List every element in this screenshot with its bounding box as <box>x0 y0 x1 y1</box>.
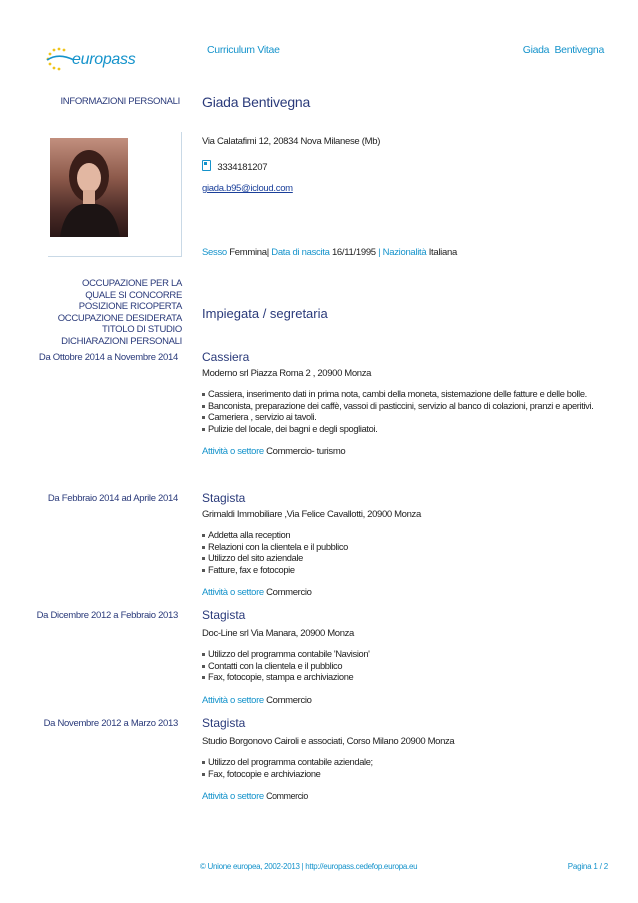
job-title: Stagista <box>202 716 246 730</box>
position-label-line: POSIZIONE RICOPERTA <box>78 301 182 312</box>
job-duties <box>202 389 597 435</box>
position-label-line: OCCUPAZIONE DESIDERATA <box>57 312 182 324</box>
address: Via Calatafimi 12, 20834 Nova Milanese (Mb) <box>202 136 381 147</box>
list-item: Utilizzo del programma contabile aziendale; <box>202 757 612 769</box>
job-block <box>202 608 612 706</box>
list-item: Cassiera, inserimento dati in prima nota, cambi della moneta, sistemazione delle fatture e delle bolle. <box>202 389 597 401</box>
list-item: Fax, fotocopie e archiviazione <box>202 769 612 781</box>
doc-label: Curriculum Vitae <box>207 44 280 56</box>
sector-label: Attività o settore <box>202 446 264 457</box>
job-dates: Da Febbraio 2014 ad Aprile 2014 <box>47 493 178 504</box>
nationality-label: Nazionalità <box>382 247 427 258</box>
sector-label: Attività o settore <box>202 694 264 706</box>
logo-text: europass <box>72 51 136 68</box>
phone-number: 3334181207 <box>217 162 268 173</box>
photo-frame <box>48 132 182 257</box>
position-label-line: TITOLO DI STUDIO <box>101 324 182 335</box>
job-title: Stagista <box>202 491 246 505</box>
list-item: Addetta alla reception <box>202 530 612 542</box>
header-name: Giada Bentivegna <box>522 44 604 56</box>
sector-value: Commercio <box>266 791 308 801</box>
job-sector <box>202 791 612 802</box>
footer-copyright: © Unione europea, 2002-2013 | http://europass.cedefop.europa.eu <box>200 862 418 871</box>
job-sector <box>202 446 612 457</box>
list-item: Utilizzo del programma contabile 'Navision' <box>202 649 612 661</box>
phone-row <box>202 160 612 173</box>
section-label-personal: INFORMAZIONI PERSONALI <box>60 96 180 107</box>
job-employer: Moderno srl Piazza Roma 2 , 20900 Monza <box>202 368 372 379</box>
phone-icon <box>202 160 211 171</box>
list-item: Fatture, fax e fotocopie <box>202 565 612 577</box>
list-item: Contatti con la clientela e il pubblico <box>202 661 612 673</box>
list-item: Utilizzo del sito aziendale <box>202 553 612 565</box>
list-item: Cameriera , servizio ai tavoli. <box>202 412 597 424</box>
email-link[interactable]: giada.b95@icloud.com <box>202 183 293 194</box>
job-dates: Da Novembre 2012 a Marzo 2013 <box>43 718 178 729</box>
europass-logo <box>44 44 154 74</box>
footer-page: Pagina 1 / 2 <box>567 862 608 871</box>
sector-label: Attività o settore <box>202 791 264 802</box>
position-label-line: QUALE SI CONCORRE <box>85 289 182 301</box>
portrait-icon <box>50 138 128 237</box>
job-employer: Doc-Line srl Via Manara, 20900 Monza <box>202 628 354 639</box>
job-duties <box>202 757 612 780</box>
position-label <box>30 278 182 347</box>
sex-label: Sesso <box>202 247 227 258</box>
sector-label: Attività o settore <box>202 587 264 598</box>
sector-value: Commercio- turismo <box>266 446 346 457</box>
job-duties <box>202 530 612 576</box>
job-title: Cassiera <box>202 350 250 364</box>
sex-value: Femmina <box>229 247 267 258</box>
position-label-line: DICHIARAZIONI PERSONALI <box>61 335 182 347</box>
job-block <box>202 716 612 802</box>
job-dates: Da Dicembre 2012 a Febbraio 2013 <box>36 610 178 621</box>
job-block <box>202 350 612 457</box>
position-label-line: OCCUPAZIONE PER LA <box>81 278 182 289</box>
job-sector <box>202 587 612 598</box>
list-item: Banconista, preparazione dei caffè, vassoi di pasticcini, servizio al banco di colazioni, pranzi e aperitivi. <box>202 401 597 413</box>
sector-value: Commercio <box>266 694 312 706</box>
profile-photo <box>50 138 128 237</box>
job-employer: Studio Borgonovo Cairoli e associati, Corso Milano 20900 Monza <box>202 736 455 747</box>
job-duties <box>202 649 612 684</box>
job-employer: Grimaldi Immobiliare ,Via Felice Cavallotti, 20900 Monza <box>202 509 421 520</box>
job-dates: Da Ottobre 2014 a Novembre 2014 <box>38 352 178 363</box>
personal-details: Sesso Femmina| Data di nascita 16/11/1995 | Nazionalità Italiana <box>202 247 457 258</box>
full-name: Giada Bentivegna <box>202 94 311 110</box>
list-item: Fax, fotocopie, stampa e archiviazione <box>202 672 612 684</box>
job-title: Stagista <box>202 608 246 622</box>
nationality-value: Italiana <box>428 247 457 258</box>
birth-value: 16/11/1995 <box>331 247 376 258</box>
list-item: Relazioni con la clientela e il pubblico <box>202 542 612 554</box>
sector-value: Commercio <box>266 587 312 598</box>
position-value: Impiegata / segretaria <box>202 306 328 321</box>
job-sector <box>202 695 612 706</box>
job-block <box>202 491 612 598</box>
birth-label: Data di nascita <box>271 247 330 258</box>
list-item: Pulizie del locale, dei bagni e degli spogliatoi. <box>202 424 597 436</box>
